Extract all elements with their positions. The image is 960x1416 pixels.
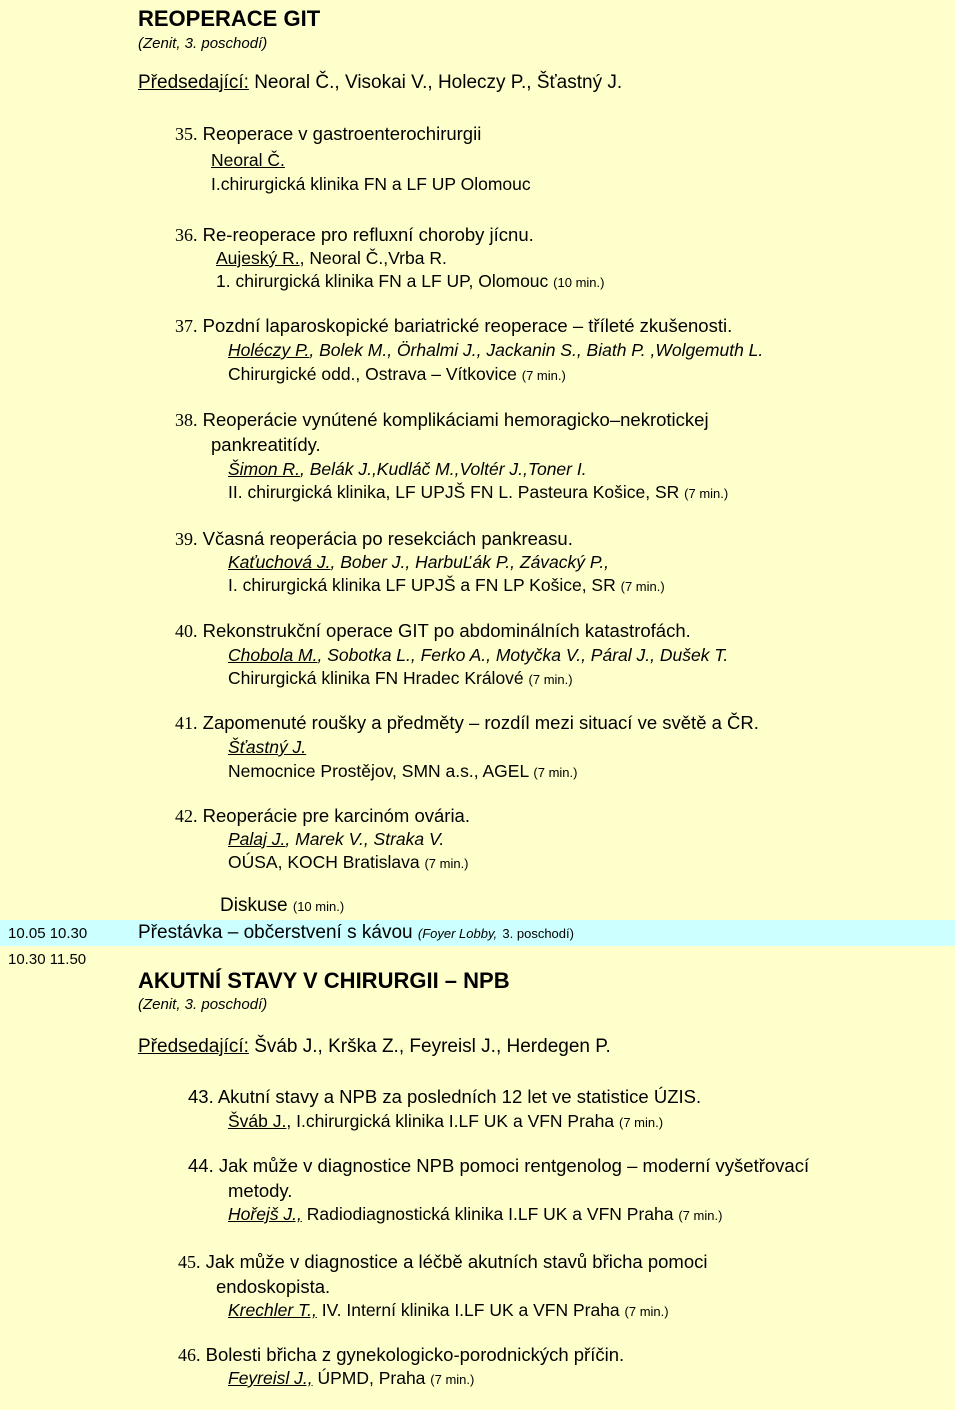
lecture-42-title: 42. Reoperácie pre karcinóm ovária. bbox=[175, 805, 470, 826]
session2-title: AKUTNÍ STAVY V CHIRURGII – NPB bbox=[138, 968, 510, 993]
lecture-38-authors: Šimon R., Belák J.,Kudláč M.,Voltér J.,Toner I. bbox=[228, 459, 587, 479]
lecture-41-author: Šťastný J. bbox=[228, 737, 307, 757]
lecture-44-title: 44. Jak může v diagnostice NPB pomoci rentgenolog – moderní vyšetřovací bbox=[188, 1155, 810, 1176]
lecture-45-title-cont: endoskopista. bbox=[216, 1276, 331, 1297]
lecture-46-title: 46. Bolesti břicha z gynekologicko-porodnických příčin. bbox=[178, 1344, 625, 1365]
lecture-38-title-cont: pankreatitídy. bbox=[211, 434, 321, 455]
lecture-37-inst: Chirurgické odd., Ostrava – Vítkovice (7 min.) bbox=[228, 364, 566, 384]
lecture-44-title-cont: metody. bbox=[228, 1180, 293, 1201]
lecture-41-inst: Nemocnice Prostějov, SMN a.s., AGEL (7 min.) bbox=[228, 761, 578, 781]
lecture-35-title: 35. Reoperace v gastroenterochirurgii bbox=[175, 123, 482, 144]
lecture-39-authors: Kaťuchová J., Bober J., HarbuĽák P., Závacký P., bbox=[228, 552, 610, 572]
chairs-names: Neoral Č., Visokai V., Holeczy P., Šťastný J. bbox=[254, 72, 623, 93]
lecture-42-inst: OÚSA, KOCH Bratislava (7 min.) bbox=[228, 852, 469, 872]
lecture-37-authors: Holéczy P., Bolek M., Örhalmi J., Jackanin S., Biath P. ,Wolgemuth L. bbox=[228, 340, 764, 360]
chairs2-line bbox=[138, 1036, 611, 1058]
lecture-38-inst: II. chirurgická klinika, LF UPJŠ FN L. Pasteura Košice, SR (7 min.) bbox=[228, 482, 729, 502]
lecture-40-inst: Chirurgická klinika FN Hradec Králové (7 min.) bbox=[228, 668, 573, 688]
lecture-37-title: 37. Pozdní laparoskopické bariatrické reoperace – tříleté zkušenosti. bbox=[175, 315, 733, 336]
chair2-label: Předsedající: bbox=[138, 1036, 249, 1057]
break-label: Přestávka – občerstvení s kávou (Foyer Lobby, 3. poschodí) bbox=[138, 922, 574, 943]
chair-label: Předsedající: bbox=[138, 72, 249, 93]
session-title: REOPERACE GIT bbox=[138, 6, 321, 31]
lecture-35-author: Neoral Č. bbox=[211, 150, 285, 170]
lecture-45-title: 45. Jak může v diagnostice a léčbě akutních stavů břicha pomoci bbox=[178, 1251, 708, 1272]
lecture-38-title: 38. Reoperácie vynútené komplikáciami hemoragicko–nekrotickej bbox=[175, 409, 709, 430]
session2-location: (Zenit, 3. poschodí) bbox=[138, 996, 268, 1013]
lecture-35-inst: I.chirurgická klinika FN a LF UP Olomouc bbox=[211, 174, 531, 194]
session-location: (Zenit, 3. poschodí) bbox=[138, 35, 268, 52]
lecture-43-authors: Šváb J., I.chirurgická klinika I.LF UK a VFN Praha (7 min.) bbox=[228, 1111, 664, 1131]
lecture-42-authors: Palaj J., Marek V., Straka V. bbox=[228, 829, 445, 849]
lecture-36-title: 36. Re-reoperace pro refluxní choroby jícnu. bbox=[175, 224, 534, 245]
lecture-41-title: 41. Zapomenuté roušky a předměty – rozdíl mezi situací ve světě a ČR. bbox=[175, 712, 759, 733]
lecture-36-inst: 1. chirurgická klinika FN a LF UP, Olomouc (10 min.) bbox=[216, 271, 605, 291]
lecture-45-authors: Krechler T., IV. Interní klinika I.LF UK a VFN Praha (7 min.) bbox=[228, 1300, 669, 1320]
lecture-44-authors: Hořejš J., Radiodiagnostická klinika I.LF UK a VFN Praha (7 min.) bbox=[228, 1204, 723, 1224]
lecture-43-title: 43. Akutní stavy a NPB za posledních 12 let ve statistice ÚZIS. bbox=[188, 1086, 702, 1107]
lecture-39-inst: I. chirurgická klinika LF UPJŠ a FN LP Košice, SR (7 min.) bbox=[228, 575, 665, 595]
discussion: Diskuse (10 min.) bbox=[220, 895, 345, 916]
lecture-40-authors: Chobola M., Sobotka L., Ferko A., Motyčka V., Páral J., Dušek T. bbox=[228, 645, 729, 665]
chairs2-names: Šváb J., Krška Z., Feyreisl J., Herdegen P. bbox=[254, 1036, 611, 1057]
lecture-40-title: 40. Rekonstrukční operace GIT po abdominálních katastrofách. bbox=[175, 620, 691, 641]
lecture-46-authors: Feyreisl J., ÚPMD, Praha (7 min.) bbox=[228, 1368, 475, 1388]
session2-time: 10.30 11.50 bbox=[8, 951, 87, 968]
lecture-36-authors: Aujeský R., Neoral Č.,Vrba R. bbox=[216, 248, 447, 268]
chairs-line bbox=[138, 72, 622, 94]
break-time: 10.05 10.30 bbox=[8, 925, 88, 942]
lecture-39-title: 39. Včasná reoperácia po resekciách pankreasu. bbox=[175, 528, 573, 549]
